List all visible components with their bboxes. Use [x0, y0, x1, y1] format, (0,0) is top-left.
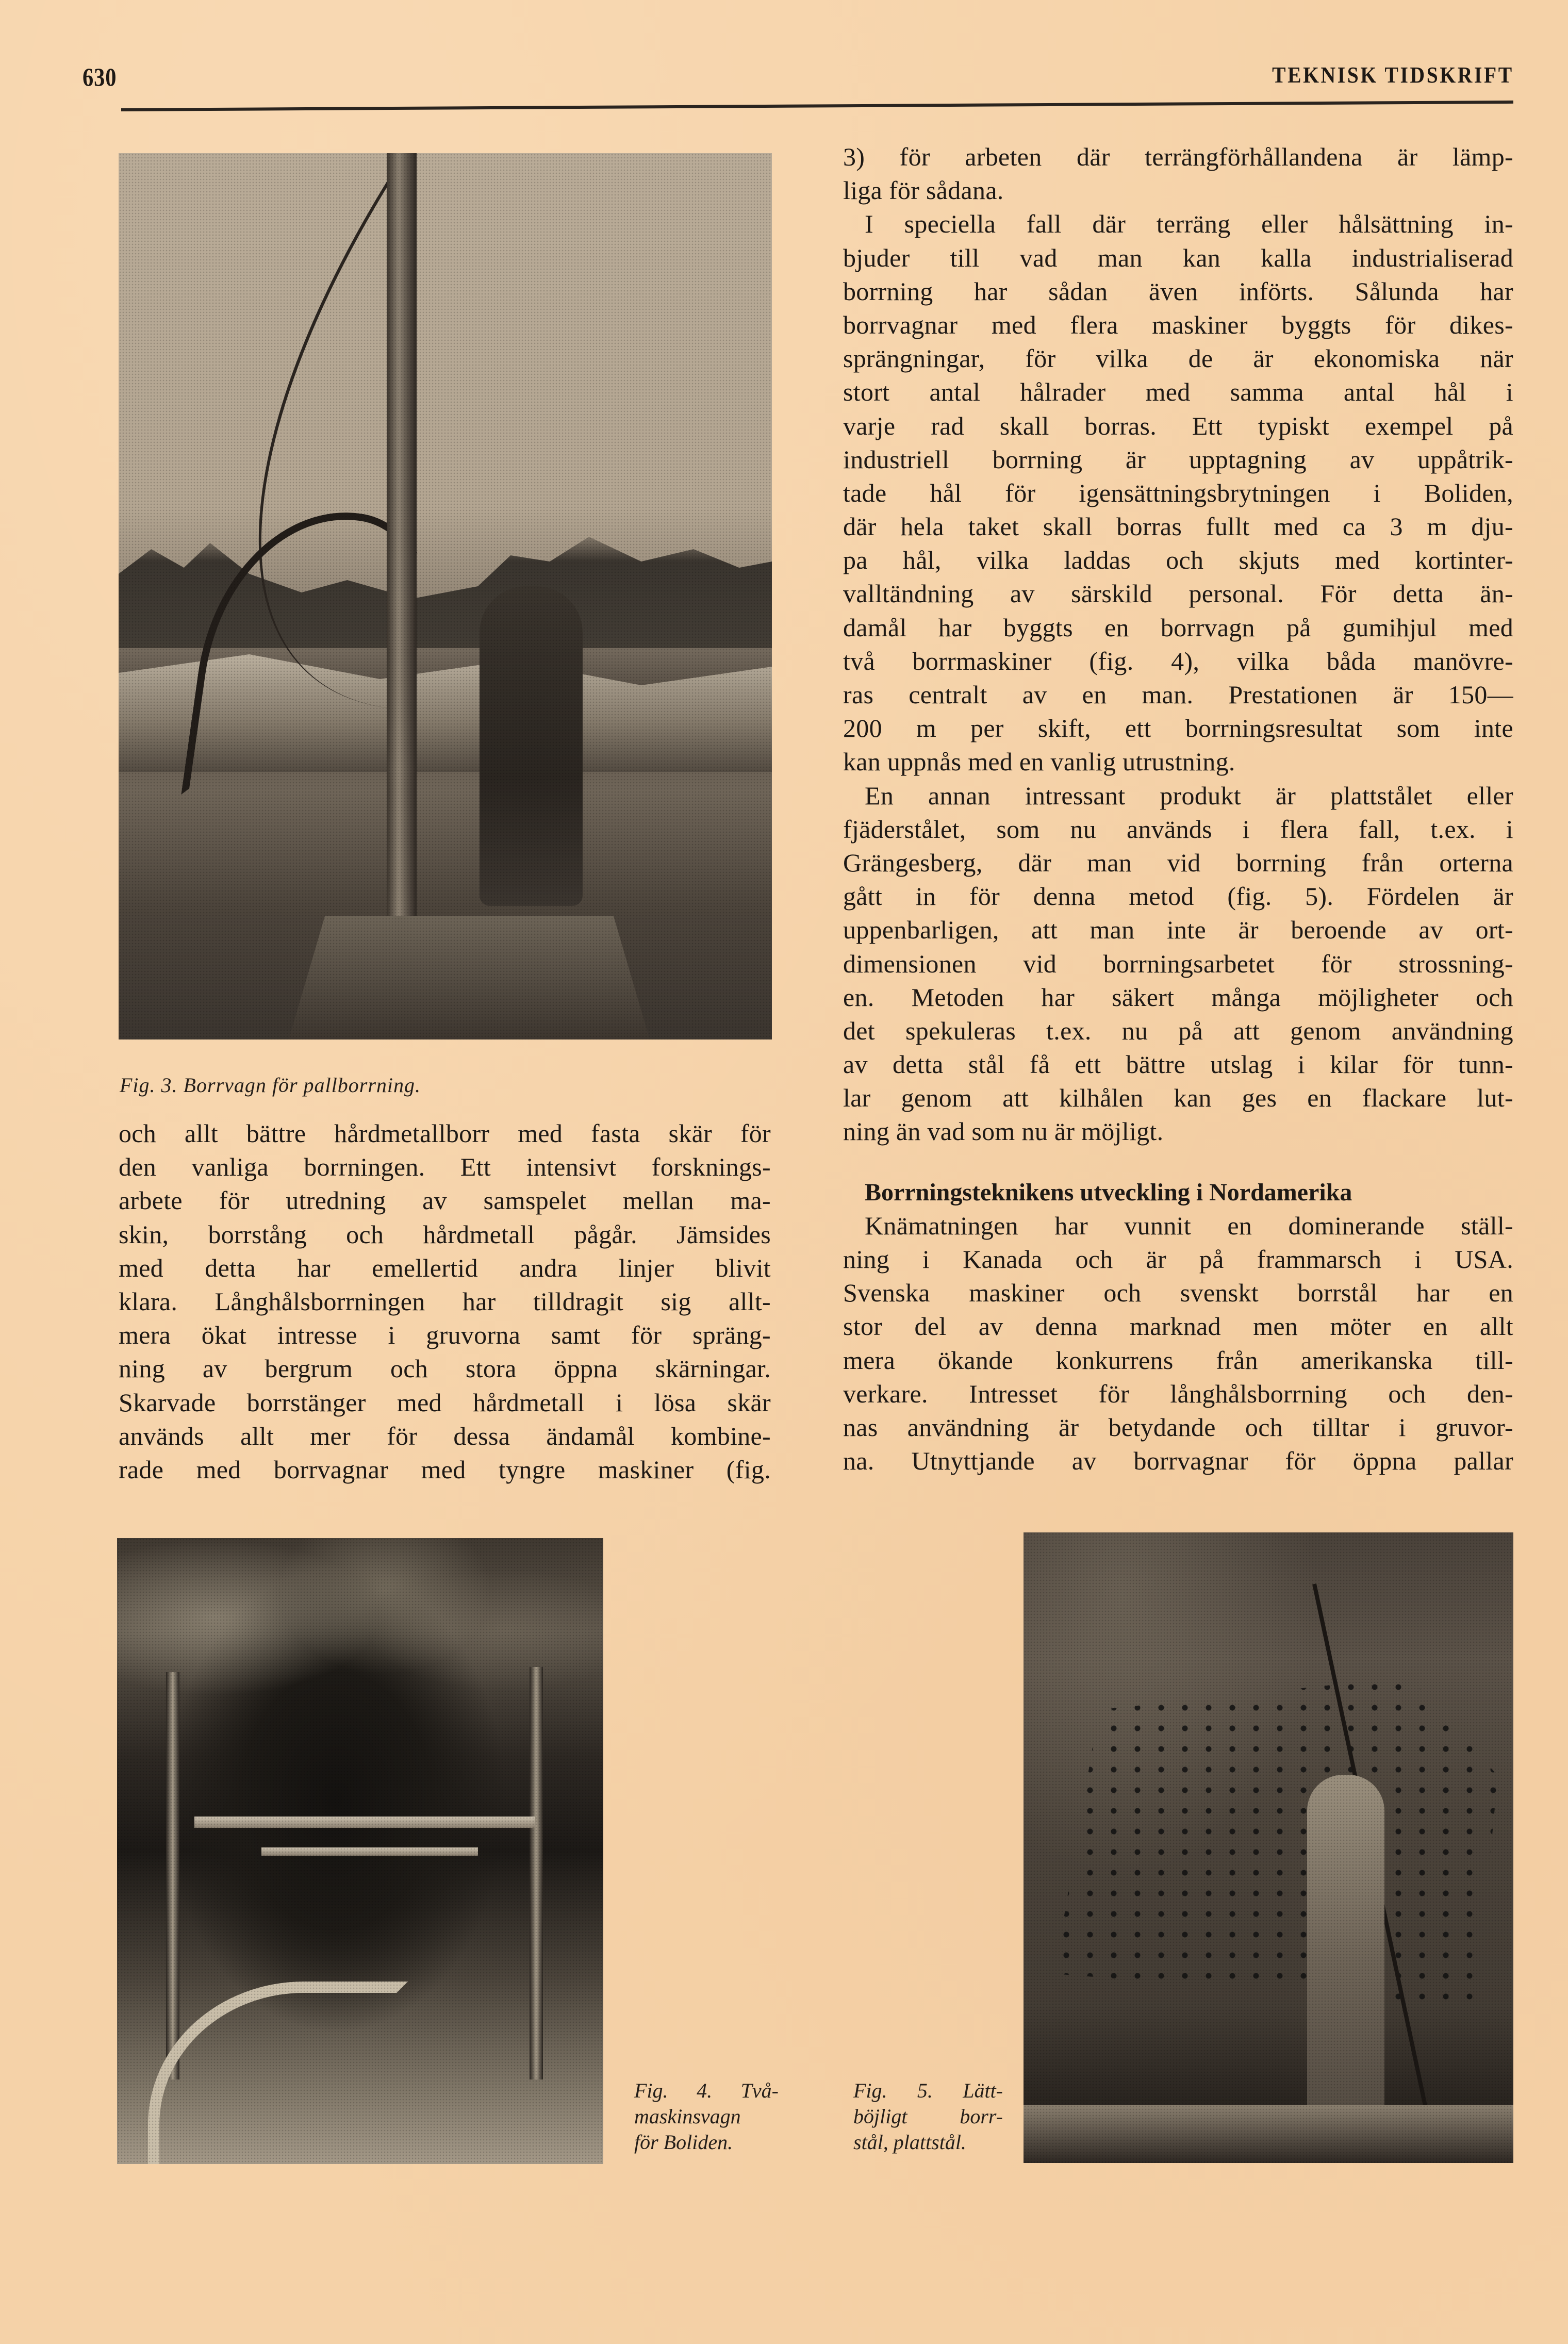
text-line: där hela taket skall borras fullt med ca 3 m dju-: [843, 512, 1513, 541]
text-line: bjuder till vad man kan kalla industrialiserad: [843, 243, 1513, 272]
text-line: med detta har emellertid andra linjer blivit: [119, 1253, 771, 1282]
text-line: sprängningar, för vilka de är ekonomiska när: [843, 344, 1513, 373]
text-line: ras centralt av en man. Prestationen är 150—: [843, 680, 1513, 709]
text-line: klara. Långhålsborrningen har tilldragit sig allt-: [119, 1286, 771, 1316]
text-line: tade hål för igensättningsbrytningen i Boliden,: [843, 478, 1513, 507]
spacer: [843, 1149, 1513, 1176]
text-line: av detta stål få ett bättre utslag i kilar för tunn-: [843, 1050, 1513, 1079]
text-line: två borrmaskiner (fig. 4), vilka båda manövre-: [843, 646, 1513, 675]
text-line: mera ökat intresse i gruvorna samt för spräng-: [119, 1320, 771, 1350]
text-line: används allt mer för dessa ändamål kombine-: [119, 1421, 771, 1450]
text-line: 3) för arbeten där terrängförhållandena är lämp-: [843, 142, 1513, 171]
text-line: industriell borrning är upptagning av uppåtrik-: [843, 444, 1513, 474]
caption-line: böjligt borr-: [853, 2105, 1003, 2128]
photo-drill-feed-left: [166, 1672, 179, 2079]
photo-worker: [480, 586, 583, 906]
text-line: liga för sådana.: [843, 176, 1004, 205]
text-line: kan uppnås med en vanlig utrustning.: [843, 747, 1235, 777]
paragraph-start: Knämatningen har vunnit en dominerande ställ-: [865, 1211, 1513, 1240]
figure-5-photo: [1024, 1532, 1513, 2163]
photo-crossbeam-lower: [261, 1847, 478, 1856]
text-line: mera ökande konkurrens från amerikanska till-: [843, 1345, 1513, 1375]
right-column-text: [843, 140, 1513, 1478]
photo-drill-feed-right: [530, 1667, 543, 2079]
page-number: 630: [82, 62, 117, 91]
text-line: Grängesberg, där man vid borrning från orterna: [843, 848, 1513, 877]
left-column-text: [119, 1117, 771, 1487]
text-line: varje rad skall borras. Ett typiskt exempel på: [843, 411, 1513, 440]
text-line: na. Utnyttjande av borrvagnar för öppna pallar: [843, 1446, 1513, 1476]
journal-title: TEKNISK TIDSKRIFT: [1272, 62, 1514, 88]
caption-line: maskinsvagn: [634, 2105, 741, 2128]
photo-wagon-base: [289, 916, 650, 1039]
photo-ledge: [1024, 2105, 1513, 2163]
photo-worker: [1307, 1775, 1384, 2136]
text-line: dimensionen vid borrningsarbetet för strossning-: [843, 949, 1513, 978]
paragraph-start: En annan intressant produkt är plattstålet eller: [865, 781, 1513, 810]
text-line: valltändning av särskild personal. För detta än-: [843, 579, 1513, 608]
caption-line: stål, plattstål.: [853, 2131, 966, 2154]
text-line: lar genom att kilhålen kan ges en flackare lut-: [843, 1083, 1513, 1113]
text-line: ning i Kanada och är på frammarsch i USA.: [843, 1245, 1513, 1274]
text-line: stor del av denna marknad men möter en allt: [843, 1312, 1513, 1341]
caption-line: Fig. 5. Lätt-: [853, 2079, 1003, 2102]
figure-4-photo: [117, 1538, 603, 2164]
text-line: stort antal hålrader med samma antal hål i: [843, 377, 1513, 407]
text-line: den vanliga borrningen. Ett intensivt forsknings-: [119, 1152, 771, 1182]
text-line: rade med borrvagnar med tyngre maskiner (fig.: [119, 1455, 771, 1484]
text-line: ning än vad som nu är möjligt.: [843, 1117, 1164, 1146]
text-line: en. Metoden har säkert många möjligheter och: [843, 982, 1513, 1012]
text-line: Svenska maskiner och svenskt borrstål har en: [843, 1278, 1513, 1308]
section-heading: Borrningsteknikens utveckling i Nordamerika: [865, 1178, 1352, 1206]
text-line: borrvagnar med flera maskiner byggts för dikes-: [843, 310, 1513, 339]
figure-3-caption: Fig. 3. Borrvagn för pallborrning.: [120, 1074, 421, 1097]
text-line: borrning har sådan även införts. Sålunda har: [843, 276, 1513, 306]
text-line: pa hål, vilka laddas och skjuts med kortinter-: [843, 546, 1513, 575]
text-line: ning av bergrum och stora öppna skärningar.: [119, 1354, 771, 1383]
figure-4-caption: [634, 2078, 779, 2155]
text-line: uppenbarligen, att man inte är beroende av ort-: [843, 915, 1513, 945]
text-line: Skarvade borrstänger med hårdmetall i lösa skär: [119, 1388, 771, 1417]
photo-drill-mast: [387, 153, 417, 968]
text-line: det spekuleras t.ex. nu på att genom användning: [843, 1016, 1513, 1045]
paragraph-start: I speciella fall där terräng eller hålsättning in-: [865, 209, 1513, 239]
text-line: och allt bättre hårdmetallborr med fasta skär för: [119, 1119, 771, 1148]
photo-air-hose: [148, 1982, 408, 2164]
text-line: 200 m per skift, ett borrningsresultat som inte: [843, 714, 1513, 743]
text-line: skin, borrstång och hårdmetall pågår. Jämsides: [119, 1219, 771, 1249]
text-line: nas användning är betydande och tilltar i gruvor-: [843, 1412, 1513, 1442]
caption-line: för Boliden.: [634, 2131, 733, 2154]
header-rule: [121, 101, 1513, 111]
photo-drill-holes: [1054, 1677, 1498, 2007]
text-line: damål har byggts en borrvagn på gumihjul med: [843, 613, 1513, 642]
figure-5-caption: [853, 2078, 1003, 2155]
text-line: gått in för denna metod (fig. 5). Fördelen är: [843, 882, 1513, 911]
caption-line: Fig. 4. Två-: [634, 2079, 779, 2102]
figure-3-photo: [119, 153, 772, 1039]
text-line: verkare. Intresset för långhålsborrning och den-: [843, 1379, 1513, 1408]
text-line: fjäderstålet, som nu används i flera fall, t.ex. i: [843, 814, 1513, 844]
text-line: arbete för utredning av samspelet mellan ma-: [119, 1186, 771, 1215]
photo-crossbeam: [194, 1817, 535, 1828]
